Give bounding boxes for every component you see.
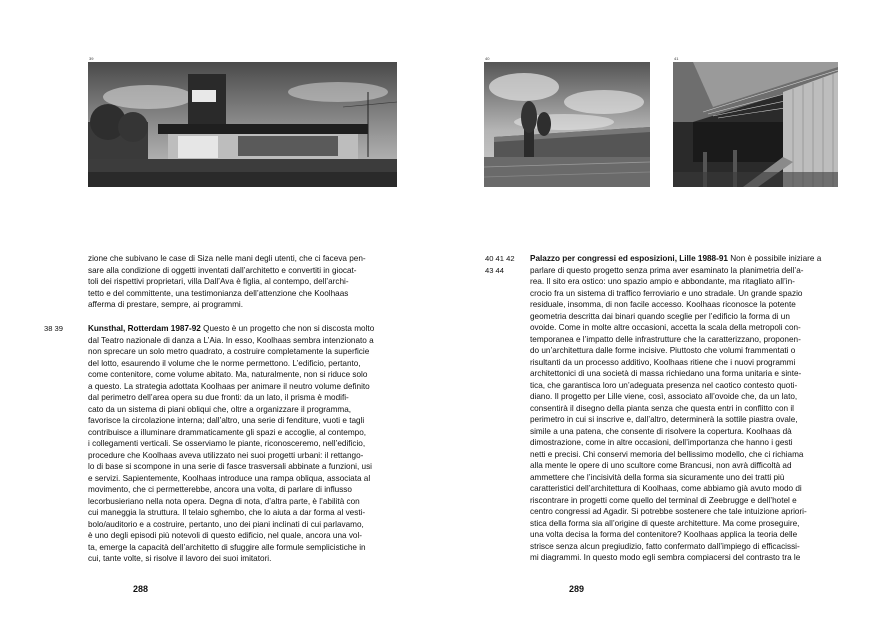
photo-lille-exterior-image — [484, 62, 650, 187]
text-line: contribuisce a illuminare drammaticamente gli spazi e accoglie, al contempo, — [88, 427, 367, 437]
text-line: strisce senza alcun pregiudizio, fatto confermato dall’impiego di efficacissi- — [530, 541, 800, 551]
text-line: diano. Il progetto per Lille viene, così, associato all’ovoide che, da un lato, — [530, 392, 798, 401]
text-line: dal Teatro nazionale di danza a L’Aia. In esso, Koolhaas sembra intenzionato a — [88, 335, 374, 345]
text-line: crocio fra un sistema di traffico ferroviario e uno stradale. Un grande spazio — [530, 288, 803, 298]
text-line: bolo/auditorio e a costruire, pertanto, uno dei piani inclinati di cui parlavamo, — [88, 519, 364, 529]
right-figure-refs — [485, 253, 515, 276]
text-line: cui, tante volte, si risolve il lavoro dei suoi imitatori. — [88, 554, 272, 563]
text-line: mi diagrammi. In questo modo egli sembra compiacersi del contrasto tra le — [530, 553, 801, 562]
left-figure-refs — [44, 323, 63, 335]
text-line: lo di base si scompone in una serie di fasce trasversali abbinate a funzioni, usi — [88, 462, 372, 471]
text-line: simile a una patena, che consente di risolvere la copertura. Koolhaas dà — [530, 426, 792, 436]
figure-ref: 40 41 42 — [485, 254, 515, 263]
text-line: e servizi. Sapientemente, Koolhaas introduce una rampa obliqua, associata al — [88, 473, 371, 483]
text-line: i collegamenti verticali. Se osserviamo le piante, riconosceremo, nell’edificio, — [88, 439, 366, 448]
text-line: tica, che garantisca loro un’adeguata presenza nel caotico contesto quoti- — [530, 380, 798, 390]
text-line: come contenitore, come volume abitato. Ma, naturalmente, non si riduce solo — [88, 370, 368, 379]
text-line: netti e precisi. Chi conservi memoria del bellissimo modello, che ci richiama — [530, 449, 804, 459]
text-line: sare alla condizione di oggetti inventati dall’architetto e convertiti in giocat- — [88, 265, 357, 275]
text-line: ta, emerge la capacità dell’architetto di sfuggire alle formule semplicistiche in — [88, 542, 366, 552]
figure-ref: 43 44 — [485, 265, 505, 275]
text-line: temporanea e l’impatto delle infrastrutture che la caratterizzano, proponen- — [530, 334, 801, 344]
text-line: è uno degli episodi più notevoli di questo edificio, nel quale, ancora una vol- — [88, 531, 363, 540]
heading-line-rest: Questo è un progetto che non si discosta molto — [203, 324, 375, 333]
text-line: consentirà il disegno della pianta senza che questa entri in conflitto con il — [530, 403, 794, 413]
left-paragraph-2 — [88, 323, 397, 565]
text-line: centro congressi ad Agadir. Si potrebbe sostenere che tale intuizione apriori- — [530, 507, 807, 516]
text-line: afferma di prestare, sempre, ai programmi. — [88, 300, 244, 309]
text-line: architettonici di una società di massa richiedano una forma unitaria e sinte- — [530, 369, 802, 378]
text-line: ovoide. Come in molte altre occasioni, accetta la scala della metropoli con- — [530, 323, 801, 332]
text-line: cui maneggia la struttura. Il telaio sghembo, che lo aiuta a dar forma al vesti- — [88, 508, 366, 517]
text-line: geometria descritta dai binari quando sceglie per l’edificio la forma di un — [530, 311, 790, 321]
photo-kunsthal — [88, 62, 397, 187]
text-line: alla mente le opere di uno scultore come Brancusi, non avrà difficoltà ad — [530, 461, 792, 470]
text-line: del lotto, esaurendo il volume che le norme permettono. L’edificio, pertanto, — [88, 358, 361, 368]
text-line: ammettere che l’incisività della forma sia sicuramente uno dei tratti più — [530, 472, 785, 482]
text-line: lecorbusieriano nella nota opera. Degna di nota, d’altra parte, è l’abilità con — [88, 496, 360, 506]
section-heading-lille: Palazzo per congressi ed esposizioni, Lille 1988-91 — [530, 254, 728, 263]
photo-lille-exterior — [484, 62, 650, 187]
heading-line-rest: Non è possibile iniziare a — [730, 254, 822, 263]
text-line: movimento, che ci permetterebbe, ancora una volta, di parlare di influsso — [88, 485, 352, 494]
right-paragraph — [530, 253, 838, 564]
section-heading-kunsthal: Kunsthal, Rotterdam 1987-92 — [88, 324, 201, 333]
left-paragraph-1 — [88, 253, 397, 311]
text-line: stica della forma sia all’origine di queste architetture. Ma come proseguire, — [530, 518, 800, 528]
photo-lille-interior-image — [673, 62, 838, 187]
photo-kunsthal-image — [88, 62, 397, 187]
text-line: do un’architettura dalle forme incisive. Piuttosto che volumi frammentati o — [530, 346, 796, 355]
text-line: parlare di questo progetto senza prima aver esaminato la planimetria dell’a- — [530, 265, 804, 275]
figure-label-39: 39 — [89, 56, 94, 61]
figure-label-40: 40 — [485, 56, 490, 61]
text-line: residuale, insomma, di non facile accesso. Koolhaas riconosce la potente — [530, 300, 796, 309]
text-line: perimetro in cui si inscrive e, dall’altro, determinerà la sottile piastra ovale, — [530, 415, 798, 424]
text-line: tetto e del committente, una testimonianza dell’attenzione che Koolhaas — [88, 288, 349, 298]
photo-lille-interior — [673, 62, 838, 187]
text-line: cato da un sistema di piani obliqui che, oltre a organizzare il programma, — [88, 404, 352, 414]
text-line: a questo. La strategia adottata Koolhaas per animare il neutro volume definito — [88, 381, 370, 391]
text-line: una volta decisa la forma del contenitore? Koolhaas applica la teoria delle — [530, 530, 798, 539]
text-line: procedure che Koolhaas aveva utilizzato nei suoi progetti urbani: il rettango- — [88, 450, 364, 460]
text-line: non sprecare un solo metro quadrato, a costruire completamente la superficie — [88, 347, 370, 356]
text-line: caratteristici dell’architettura di Koolhaas, come abbiamo già avuto modo di — [530, 484, 802, 493]
text-line: dimostrazione, come in altre occasioni, dell’importanza che hanno i gesti — [530, 438, 793, 447]
page-number-left: 288 — [133, 584, 149, 594]
text-line: rea. Il sito era ostico: uno spazio ampio e abbondante, ma ritagliato all’in- — [530, 277, 795, 286]
text-line — [88, 323, 397, 335]
figure-ref: 38 39 — [44, 324, 64, 333]
text-line: zione che subivano le case di Siza nelle mani degli utenti, che ci faceva pen- — [88, 254, 366, 263]
figure-label-41: 41 — [674, 56, 679, 61]
text-line: dal perimetro dell’area opera su due fronti: da un lato, il prisma è modifi- — [88, 393, 349, 402]
text-line: toli dei rispettivi proprietari, villa Dall’Ava è figlia, al contempo, dell’archi- — [88, 277, 349, 286]
text-line: risultanti da un processo additivo, Koolhaas ritiene che i nuovi programmi — [530, 357, 796, 367]
page-number-right: 289 — [569, 584, 585, 594]
text-line: riscontrare in progetti come quello del terminal di Zeebrugge e dell’hotel e — [530, 495, 797, 505]
text-line — [530, 253, 838, 265]
text-line: favorisce la circolazione interna; dall’altro, una serie di fenditure, vuoti e tagli — [88, 416, 365, 425]
